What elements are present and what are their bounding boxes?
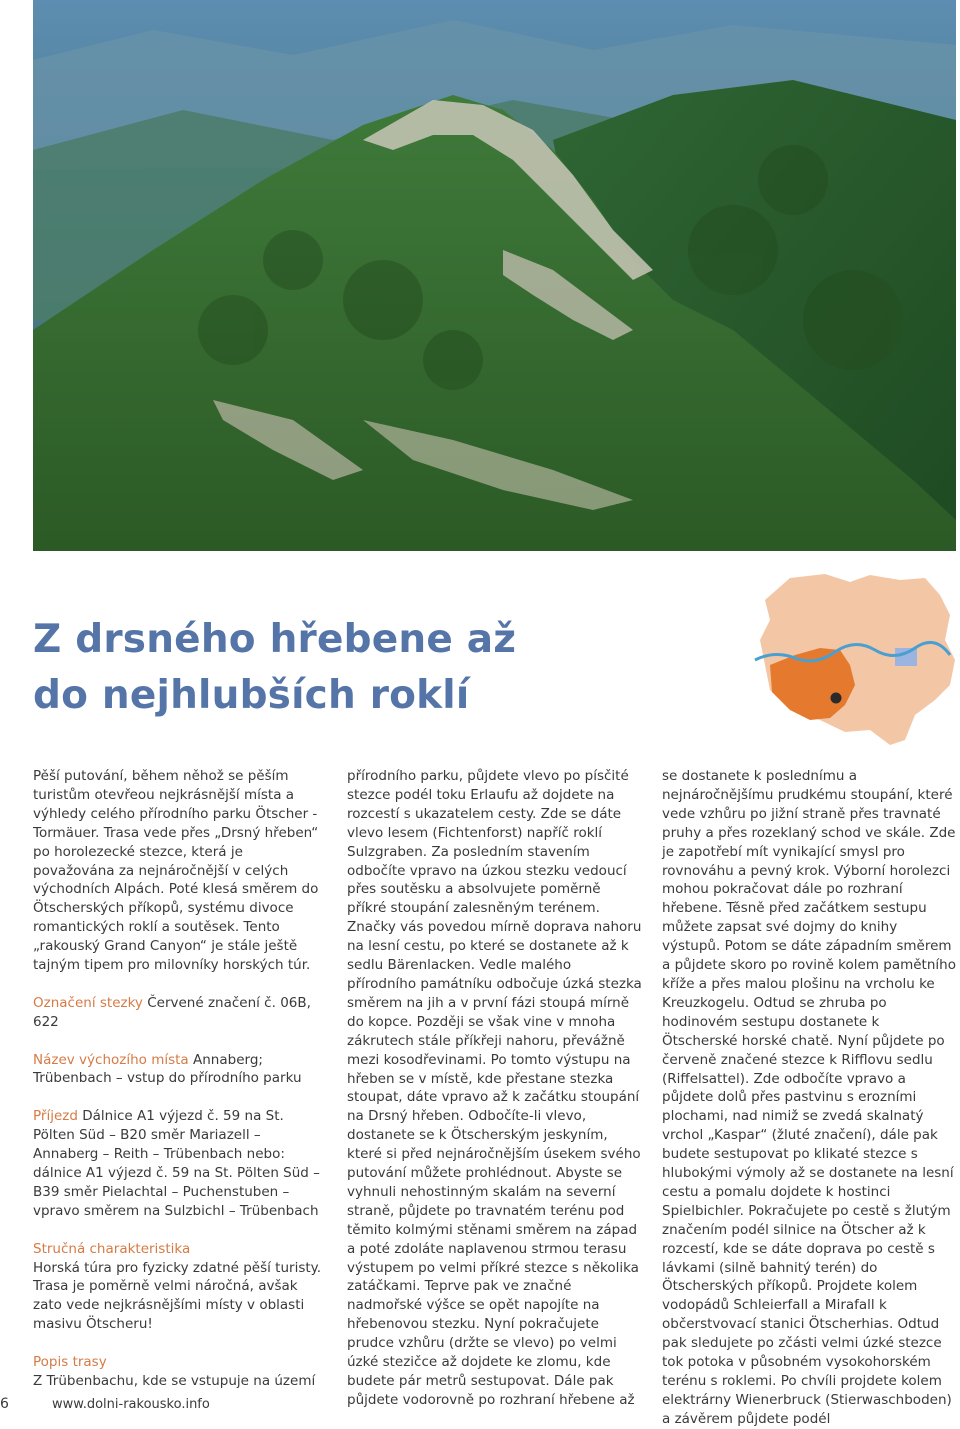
- trail-marking: [33, 994, 323, 1032]
- region-map-svg: [750, 570, 960, 750]
- start-point-label: Název výchozího místa: [33, 1051, 189, 1068]
- title-line-1: Z drsného hřebene až: [33, 617, 517, 662]
- route-paragraph-3: se dostanete k poslednímu a nejnáročnějšímu prudkému stoupání, které vede vzhůru po jižní straně přes travnaté pruhy a přes rozeklaný schod ve skále. Zde je zapotřebí mít vynikající smysl pro rovnováhu a pevný krok. Výborní horolezci mohou pokračovat dále po rozhraní hřebene. Těsně před začátkem sestupu můžete zapsat své dojmy do knihy výstupů. Potom se dáte západním směrem a půjdete skoro po rovině kolem pamětního kříže a přes malou plošinu na vrcholu ke Kreuzkogelu. Odtud se zhruba po hodinovém sestupu dostanete k Ötscherské horské chatě. Nyní půjdete po červeně značené stezce k Rifflovu sedlu (Riffelsattel). Zde odbočíte vpravo a půjdete dolů přes pastvinu s erozními plochami, nad nimiž se zvedá skalnatý vrchol „Kaspar“ (žluté značení), dále pak budete sestupovat po klikaté stezce s hlubokými výmoly až se dostanete na lesní cestu a pomalu dojdete k hostinci Spielbichler. Pokračujete po cestě s žlutým značením podél silnice na Ötscher až k rozcestí, kde se dáte doprava po cestě s lávkami (silně bahnitý terén) do Ötscherských příkopů. Projdete kolem vodopádů Schleierfall a Mirafall k občerstvovací stanici Ötscherhias. Odtud pak sledujete po zčásti velmi úzké stezce tok potoka v působném vysokohorském terénu s roklemi. Po chvíli projdete kolem elektrárny Wienerbruck (Stierwaschboden) a závěrem půjdete podél: [662, 768, 956, 1427]
- route-label: Popis trasy: [33, 1354, 107, 1371]
- characteristics-label: Stručná charakteristika: [33, 1240, 191, 1257]
- start-point-value: Annaberg; Trübenbach – vstup do přírodního parku: [33, 1051, 302, 1087]
- characteristics-value: Horská túra pro fyzicky zdatné pěší turisty. Trasa je poměrně velmi náročná, avšak zato vede nejkrásnějšími místy v oblasti masivu Ötscheru!: [33, 1259, 322, 1333]
- trail-marking-value: Červené značení č. 06B, 622: [33, 994, 311, 1030]
- trail-marking-label: Označení stezky: [33, 994, 143, 1011]
- mountain-ridge-photo: [33, 0, 956, 551]
- lower-austria-region-map: [750, 570, 960, 750]
- arrival: [33, 1107, 323, 1220]
- arrival-label: Příjezd: [33, 1108, 78, 1125]
- page-title: [33, 612, 673, 724]
- route-value: Z Trübenbachu, kde se vstupuje na území: [33, 1372, 316, 1389]
- arrival-value: Dálnice A1 výjezd č. 59 na St. Pölten Süd – B20 směr Mariazell – Annaberg – Reith – Trübenbach nebo: dálnice A1 výjezd č. 59 na St. Pölten Süd – B39 směr Pielachtal – Puchenstuben – vpravo směrem na Sulzbichl – Trübenbach: [33, 1108, 320, 1219]
- title-line-2: do nejhlubších roklí: [33, 673, 470, 718]
- text-column-1: [33, 767, 323, 1391]
- route-paragraph-2: přírodního parku, půjdete vlevo po písčité stezce podél toku Erlaufu až dojdete na rozcestí s ukazatelem cesty. Zde se dáte vlevo lesem (Fichtenforst) napříč roklí Sulzgraben. Za posledním stavením odbočíte vpravo na úzkou stezku vedoucí přes soutěsku a absolvujete poměrně příkré stoupání zalesněným terénem. Značky vás povedou mírně doprava nahoru na lesní cestu, po které se dostanete až k sedlu Bärenlacken. Vedle malého přírodního památníku odbočuje úzká stezka směrem na jih a v první fázi stoupá mírně do kopce. Později se však vine v mnoha zákrutech stále příkřeji nahoru, převážně mezi kosodřevinami. Po tomto výstupu na hřeben se v místě, kde přestane stezka stoupat, dáte vpravo až k začátku stoupání na Drsný hřeben. Odbočíte-li vlevo, dostanete se k Ötscherským jeskyním, které si před nejnáročnějším úsekem svého putování můžete prohlédnout. Abyste se vyhnuli nehostinným skalám na severní straně, půjdete po travnatém terénu pod těmito kolmými stěnami směrem na západ a poté zdoláte naplavenou strmou terasu výstupem po velmi příkré stezce s několika zatáčkami. Teprve pak ve značné nadmořské výšce se opět napojíte na hřebenovou stezku. Nyní pokračujete prudce vzhůru (držte se vlevo) po velmi úzké stezičce až dojdete ke zlomu, kde budete pár metrů sestupovat. Dále pak půjdete vodorovně po rozhraní hřebene až: [347, 768, 642, 1408]
- start-point: [33, 1051, 323, 1089]
- mountain-ridge-illustration: [33, 0, 956, 551]
- text-column-3: [662, 767, 958, 1429]
- text-column-2: [347, 767, 643, 1410]
- intro-paragraph: Pěší putování, během něhož se pěším turistům otevřeou nejkrásnější místa a výhledy celého přírodního parku Ötscher - Tormäuer. Trasa vede přes „Drsný hřeben“ po horolezecké stezce, která je považována za nejnáročnější v celých východních Alpách. Poté klesá směrem do Ötscherských příkopů, systému divoce romantických roklí a soutěsek. Tento „rakouský Grand Canyon“ je stále ještě tajným tipem pro milovníky horských túr.: [33, 768, 319, 974]
- footer-url: www.dolni-rakousko.info: [52, 1397, 210, 1412]
- page-number: 6: [0, 1396, 9, 1412]
- location-marker-icon: [831, 693, 842, 704]
